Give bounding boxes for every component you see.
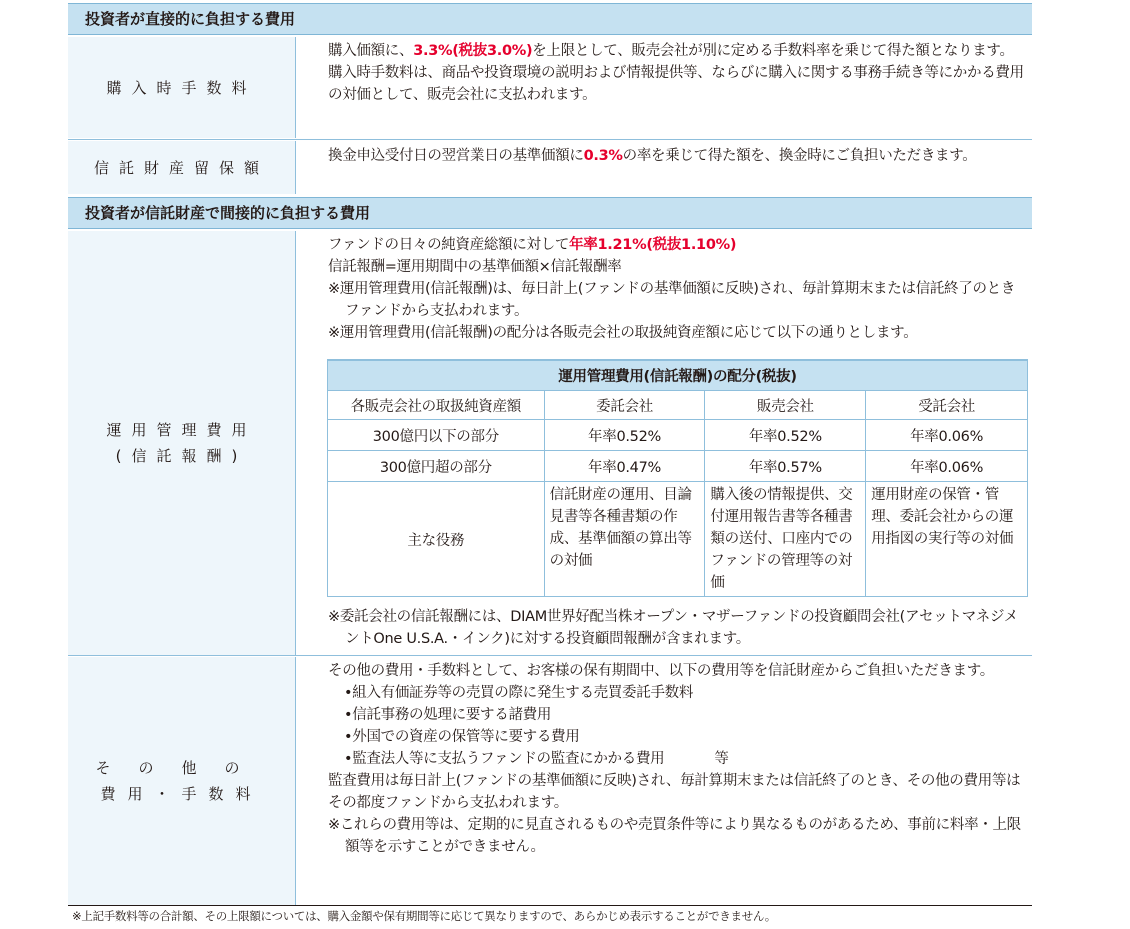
table-header: 販売会社 xyxy=(705,391,866,420)
management-fee-rate: 年率1.21%(税抜1.10%) xyxy=(569,237,737,253)
fee-allocation-table-caption: 運用管理費用(信託報酬)の配分(税抜) xyxy=(328,360,1028,391)
other-fees-label: その他の 費用・手数料 xyxy=(68,657,295,905)
table-bottom-border xyxy=(68,905,1032,906)
management-fee-formula: 信託報酬=運用期間中の基準価額×信託報酬率 xyxy=(328,259,622,275)
fee-allocation-table xyxy=(327,359,1028,597)
list-item: •組入有価証券等の売買の際に発生する売買委託手数料 xyxy=(344,685,694,701)
other-fees-body xyxy=(296,660,1032,858)
reserve-body: 換金申込受付日の翌営業日の基準価額に0.3%の率を乗じて得た額を、換金時にご負担いただきます。 xyxy=(328,148,977,164)
table-row xyxy=(328,482,1028,597)
section-indirect-title: 投資者が信託財産で間接的に負担する費用 xyxy=(68,197,1032,229)
row-separator xyxy=(68,655,1032,656)
management-fee-body: ファンドの日々の純資産総額に対して年率1.21%(税抜1.10%) 信託報酬=運用期間中の基準価額×信託報酬率 ※運用管理費用(信託報酬)は、毎日計上(ファンドの基準価額に反映)され、毎計算期末または信託終了のときファンドから支払われます。 ※運用管理費用(信託報酬)の配分は各販売会社の取扱純資産額に応じて以下の通りとします。 xyxy=(296,234,1032,344)
role-cell: 信託財産の運用、目論見書等各種書類の作成、基準価額の算出等の対価 xyxy=(544,482,705,597)
table-row: 300億円超の部分 年率0.47% 年率0.57% 年率0.06% xyxy=(328,451,1028,482)
table-header: 受託会社 xyxy=(866,391,1028,420)
management-fee-label: 運用管理費用 (信託報酬) xyxy=(68,231,295,655)
list-item: •外国での資産の保管等に要する費用 xyxy=(344,729,580,745)
reserve-rate: 0.3% xyxy=(583,148,623,164)
section-direct-title: 投資者が直接的に負担する費用 xyxy=(68,3,1032,35)
reserve-label: 信託財産留保額 xyxy=(68,141,295,194)
other-fees-note: ※これらの費用等は、定期的に見直されるものや売買条件等により異なるものがあるため、事前に料率・上限額等を示すことができません。 xyxy=(328,817,1021,855)
role-cell: 購入後の情報提供、交付運用報告書等各種書類の送付、口座内でのファンドの管理等の対価 xyxy=(705,482,866,597)
table-header: 各販売会社の取扱純資産額 xyxy=(328,391,545,420)
table-row: 300億円以下の部分 年率0.52% 年率0.52% 年率0.06% xyxy=(328,420,1028,451)
audit-description: 監査費用は毎日計上(ファンドの基準価額に反映)され、毎計算期末または信託終了のとき、その他の費用等はその都度ファンドから支払われます。 xyxy=(328,773,1021,811)
footnote: ※上記手数料等の合計額、その上限額については、購入金額や保有期間等に応じて異なりますので、あらかじめ表示することができません。 xyxy=(72,909,776,923)
purchase-fee-body: 購入価額に、3.3%(税抜3.0%)を上限として、販売会社が別に定める手数料率を乗じて得た額となります。 購入時手数料は、商品や投資環境の説明および情報提供等、ならびに購入に関する事務手続き等にかかる費用の対価として、販売会社に支払われます。 xyxy=(296,40,1032,106)
row-separator xyxy=(68,139,1032,140)
purchase-fee-rate: 3.3%(税抜3.0%) xyxy=(413,43,533,59)
purchase-fee-label: 購入時手数料 xyxy=(68,37,295,138)
purchase-fee-description: 購入時手数料は、商品や投資環境の説明および情報提供等、ならびに購入に関する事務手続き等にかかる費用の対価として、販売会社に支払われます。 xyxy=(328,65,1024,103)
table-header: 委託会社 xyxy=(544,391,705,420)
list-item: •監査法人等に支払うファンドの監査にかかる費用 等 xyxy=(344,751,729,767)
list-item: •信託事務の処理に要する諸費用 xyxy=(344,707,552,723)
management-fee-footnote: ※委託会社の信託報酬には、DIAM世界好配当株オープン・マザーファンドの投資顧問会社(アセットマネジメントOne U.S.A.・インク)に対する投資顧問報酬が含まれます。 xyxy=(328,609,1018,647)
role-cell: 運用財産の保管・管理、委託会社からの運用指図の実行等の対価 xyxy=(866,482,1028,597)
management-fee-note: ※運用管理費用(信託報酬)は、毎日計上(ファンドの基準価額に反映)され、毎計算期末または信託終了のときファンドから支払われます。 xyxy=(328,281,1016,319)
other-fees-intro: その他の費用・手数料として、お客様の保有期間中、以下の費用等を信託財産からご負担いただきます。 xyxy=(328,663,994,679)
management-fee-note: ※運用管理費用(信託報酬)の配分は各販売会社の取扱純資産額に応じて以下の通りとします。 xyxy=(328,325,918,341)
roles-label: 主な役務 xyxy=(328,482,545,597)
